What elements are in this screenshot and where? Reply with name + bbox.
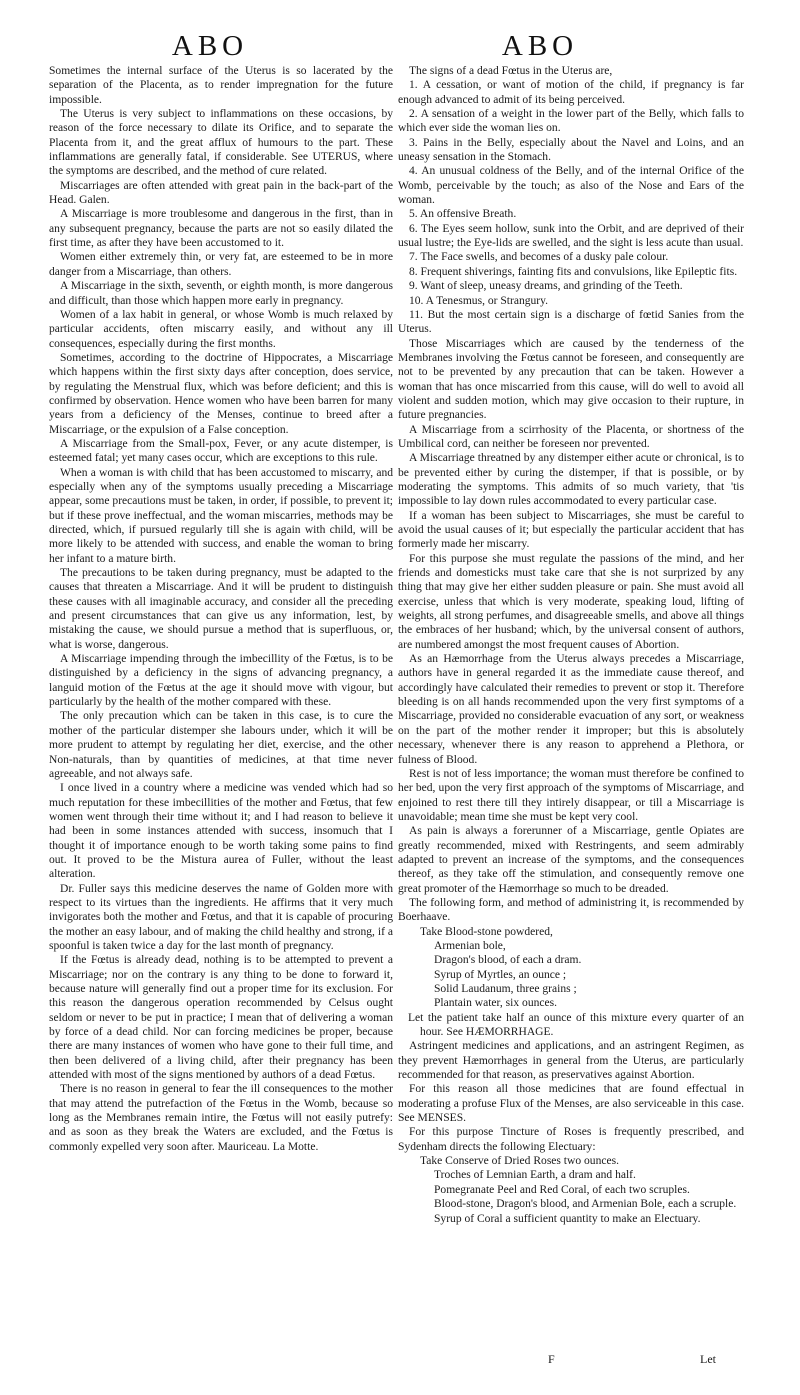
paragraph: A Miscarriage from a scirrhosity of the Placenta, or shortness of the Umbilical cord, can neither be foreseen nor prevented.: [398, 423, 744, 450]
paragraph: Women either extremely thin, or very fat, are esteemed to be in more danger from a Miscarriage, than others.: [49, 251, 393, 278]
sign-item: 8. Frequent shiverings, fainting fits and convulsions, like Epileptic fits.: [409, 265, 738, 278]
paragraph: Rest is not of less importance; the woman must therefore be confined to her bed, upon the very first approach of the symptoms of Miscarriage, and enjoined to rest there till they intirely disappear, or till a Miscarriage is unavoidable; mean time she must be kept very cool.: [398, 767, 744, 823]
recipe-ingredient: Syrup of Myrtles, an ounce ;: [434, 968, 567, 981]
paragraph: Those Miscarriages which are caused by the tenderness of the Membranes involving the Fœtus cannot be foreseen, and consequently are not to be prevented by any precaution that can be taken. However a woman that has once miscarried from this cause, will do well to avoid all violent and sudden motion, which may give occasion to their rupture, in future pregnancies.: [398, 337, 744, 422]
paragraph: A Miscarriage from the Small-pox, Fever, or any acute distemper, is esteemed fatal; yet many cases occur, which are exceptions to this rule.: [49, 437, 393, 465]
paragraph: For this purpose Tincture of Roses is frequently prescribed, and Sydenham directs the following Electuary:: [398, 1126, 744, 1153]
right-column: [398, 64, 744, 1226]
paragraph: Miscarriages are often attended with great pain in the back-part of the Head. Galen.: [49, 179, 393, 207]
paragraph: If the Fœtus is already dead, nothing is to be attempted to prevent a Miscarriage; nor on the contrary is any thing to be done to forward it, because nature will generally find out a proper time for its exclusion. For this reason the dangerous operation recommended by Celsus ought seldom or never to be put in practice; I mean that of delivering a woman by force of a dead child. Nor can forcing medicines be proper, because there are many instances of women who have gone to their full time, and then been delivered of a living child, after their pregnancy has been attended with most of the signs mentioned by authors of a dead Fœtus.: [49, 954, 393, 1082]
recipe-heading: Take Conserve of Dried Roses two ounces.: [420, 1155, 619, 1168]
running-head-left: ABO: [171, 30, 249, 62]
sign-item: 2. A sensation of a weight in the lower part of the Belly, which falls to which ever side the woman lies on.: [398, 108, 744, 135]
paragraph: For this reason all those medicines that are found effectual in moderating a profuse Flux of the Menses, are also serviceable in this case. See MENSES.: [398, 1083, 744, 1125]
recipe-ingredient: Dragon's blood, of each a dram.: [434, 954, 582, 967]
paragraph: Women of a lax habit in general, or whose Womb is much relaxed by particular accidents, often miscarry easily, and without any ill consequences, especially during the first months.: [49, 308, 393, 350]
left-column: [49, 64, 393, 1154]
paragraph: If a woman has been subject to Miscarriages, she must be careful to avoid the usual causes of it; but especially the particular accident that has formerly made her miscarry.: [398, 509, 744, 551]
sign-item: 10. A Tenesmus, or Strangury.: [409, 294, 549, 307]
recipe-ingredient: Plantain water, six ounces.: [434, 997, 557, 1010]
signs-intro: The signs of a dead Fœtus in the Uterus are,: [409, 65, 613, 77]
recipe-directions: Let the patient take half an ounce of this mixture every quarter of an hour. See HÆMORRHAGE.: [408, 1011, 744, 1039]
recipe-ingredient: Solid Laudanum, three grains ;: [434, 983, 577, 995]
paragraph: The following form, and method of administring it, is recommended by Boerhaave.: [398, 896, 744, 924]
paragraph: A Miscarriage impending through the imbecillity of the Fœtus, is to be distinguished by a deficiency in the signs of advancing pregnancy, a languid motion of the Fœtus at the age it should move with vigour, but particularly by the health of the mother compared with these.: [49, 653, 393, 709]
paragraph: As an Hæmorrhage from the Uterus always precedes a Miscarriage, authors have in general regarded it as the immediate cause thereof, and accordingly have calculated their remedies to prevent or stop it. Therefore bleeding is on all hands recommended upon the very first symptoms of a Miscarriage, provided no considerable evacuation of any sort, or weakness on the part of the mother render it improper; but this is absolutely necessary, whenever there is any reason to apprehend a Plethora, or fulness of Blood.: [398, 653, 744, 766]
sign-item: 5. An offensive Breath.: [409, 208, 517, 221]
sign-item: 3. Pains in the Belly, especially about the Navel and Loins, and an uneasy sensation in the Stomach.: [398, 136, 744, 164]
recipe-ingredient: Blood-stone, Dragon's blood, and Armenian Bole, each a scruple.: [434, 1198, 737, 1211]
paragraph: A Miscarriage is more troublesome and dangerous in the first, than in any subsequent pregnancy, because the parts are not so easily dilated the first time, as after they have been accustomed to it.: [49, 208, 393, 250]
recipe-ingredient: Troches of Lemnian Earth, a dram and half.: [434, 1169, 636, 1182]
signature-mark: F: [548, 1352, 555, 1366]
paragraph: I once lived in a country where a medicine was vended which had so much reputation for these imbecillities of the mother and Fœtus, that few women went through their time without it; and I had reason to believe it had been in some instances attended with success, insomuch that I thought it of importance enough to be worth taking some pains to find out. It proved to be the Mistura aurea of Fuller, without the least alteration.: [49, 782, 393, 881]
recipe-heading: Take Blood-stone powdered,: [420, 925, 553, 938]
sign-item: 4. An unusual coldness of the Belly, and of the internal Orifice of the Womb, perceivable by the touch; as also of the Nose and Ears of the woman.: [398, 165, 744, 207]
paragraph: A Miscarriage threatned by any distemper either acute or chronical, is to be prevented either by curing the distemper, if that is possible, or by moderating the symptoms. This admits of so much variety, that 'tis impossible to lay down rules accommodated to every particular case.: [398, 452, 744, 508]
paragraph: The Uterus is very subject to inflammations on these occasions, by reason of the force necessary to dilate its Orifice, and to separate the Placenta from it, and the great afflux of humours to the part. These inflammations are generally fatal, if considerable. See UTERUS, where the symptoms are described, and the method of cure related.: [49, 108, 393, 178]
running-head-right: ABO: [501, 30, 579, 62]
recipe-ingredient: Pomegranate Peel and Red Coral, of each two scruples.: [434, 1183, 690, 1196]
paragraph: The only precaution which can be taken in this case, is to cure the mother of the particular distemper she labours under, which it will be more prudent to attempt by regulating her diet, exercise, and the other Non-naturals, than by quantities of medicines, at that time never agreeable, and not always safe.: [49, 710, 393, 780]
catchword: Let: [700, 1352, 716, 1366]
paragraph: As pain is always a forerunner of a Miscarriage, gentle Opiates are greatly recommended, mixed with Restringents, and seem admirably adapted to prevent an increase of the symptoms, and the consequences thereof, as they take off the stimulation, and consequently remove one great promoter of the Hæmorrhage so much to be dreaded.: [398, 825, 744, 895]
recipe-ingredient: Syrup of Coral a sufficient quantity to make an Electuary.: [434, 1212, 701, 1225]
paragraph: Astringent medicines and applications, and an astringent Regimen, as they prevent Hæmorrhages in general from the Uterus, are particularly recommended for that reason, as preservatives against Abortion.: [398, 1040, 744, 1082]
paragraph: The precautions to be taken during pregnancy, must be adapted to the causes that threaten a Miscarriage. And it will be prudent to distinguish these causes with all imaginable accuracy, and consider all the preceding and present circumstances that can give us any information, lest, by mistaking the cause, we should pursue a method that is superfluous, or, what is worse, dangerous.: [49, 567, 393, 651]
paragraph: There is no reason in general to fear the ill consequences to the mother that may attend the putrefaction of the Fœtus in the Womb, because so long as the Membranes remain intire, the Fœtus will not easily putrefy: and as soon as they break the Waters are excluded, and the Fœtus is commonly expelled very soon after. Mauriceau. La Motte.: [49, 1083, 393, 1153]
paragraph: Sometimes, according to the doctrine of Hippocrates, a Miscarriage which happens within the first sixty days after conception, does service, by regulating the Menstrual flux, which was before deficient; and this is confirmed by observation. Hence women who have been barren for many years from a deficiency of the Menses, continue to breed after a Miscarriage, or the expulsion of a False conception.: [49, 351, 393, 436]
sign-item: 11. But the most certain sign is a discharge of fœtid Sanies from the Uterus.: [398, 308, 744, 336]
paragraph: When a woman is with child that has been accustomed to miscarry, and especially when any of the symptoms usually preceding a Miscarriage appear, some precautions must be taken, in order, if possible, to prevent it; but if these prove ineffectual, and the woman miscarries, methods may be directed, which, if pursued regularly till she is again with child, will be more likely to be attended with success, and enable the woman to bring her infant to a mature birth.: [49, 466, 393, 565]
recipe-ingredient: Armenian bole,: [434, 939, 506, 952]
paragraph: Sometimes the internal surface of the Uterus is so lacerated by the separation of the Placenta, as to render impregnation for the future impossible.: [49, 65, 393, 106]
paragraph: Dr. Fuller says this medicine deserves the name of Golden more with respect to its virtues than the ingredients. He affirms that it very much invigorates both the mother and Fœtus, and that it is capable of procuring the mother an easy labour, and of making the child healthy and strong, if a spoonful is taken twice a day for the last month of pregnancy.: [49, 882, 393, 952]
sign-item: 7. The Face swells, and becomes of a dusky pale colour.: [409, 251, 669, 264]
sign-item: 6. The Eyes seem hollow, sunk into the Orbit, and are deprived of their usual lustre; the Eye-lids are swelled, and the sight is less acute than usual.: [398, 222, 744, 250]
paragraph: For this purpose she must regulate the passions of the mind, and her friends and domesticks must take care that she is not surprized by any thing that may give her either sudden pleasure or pain. She must avoid all exercise, unless that which is very moderate, speaking loud, lifting of weights, all strong perfumes, and disagreeable smells, and above all things the embraces of her husband; which, by the universal consent of authors, are numbered amongst the most frequent causes of Abortion.: [398, 552, 744, 651]
sign-item: 9. Want of sleep, uneasy dreams, and grinding of the Teeth.: [409, 280, 683, 293]
sign-item: 1. A cessation, or want of motion of the child, if pregnancy is far enough advanced to admit of its being perceived.: [398, 79, 744, 106]
paragraph: A Miscarriage in the sixth, seventh, or eighth month, is more dangerous and difficult, than those which happen more early in pregnancy.: [49, 280, 393, 307]
